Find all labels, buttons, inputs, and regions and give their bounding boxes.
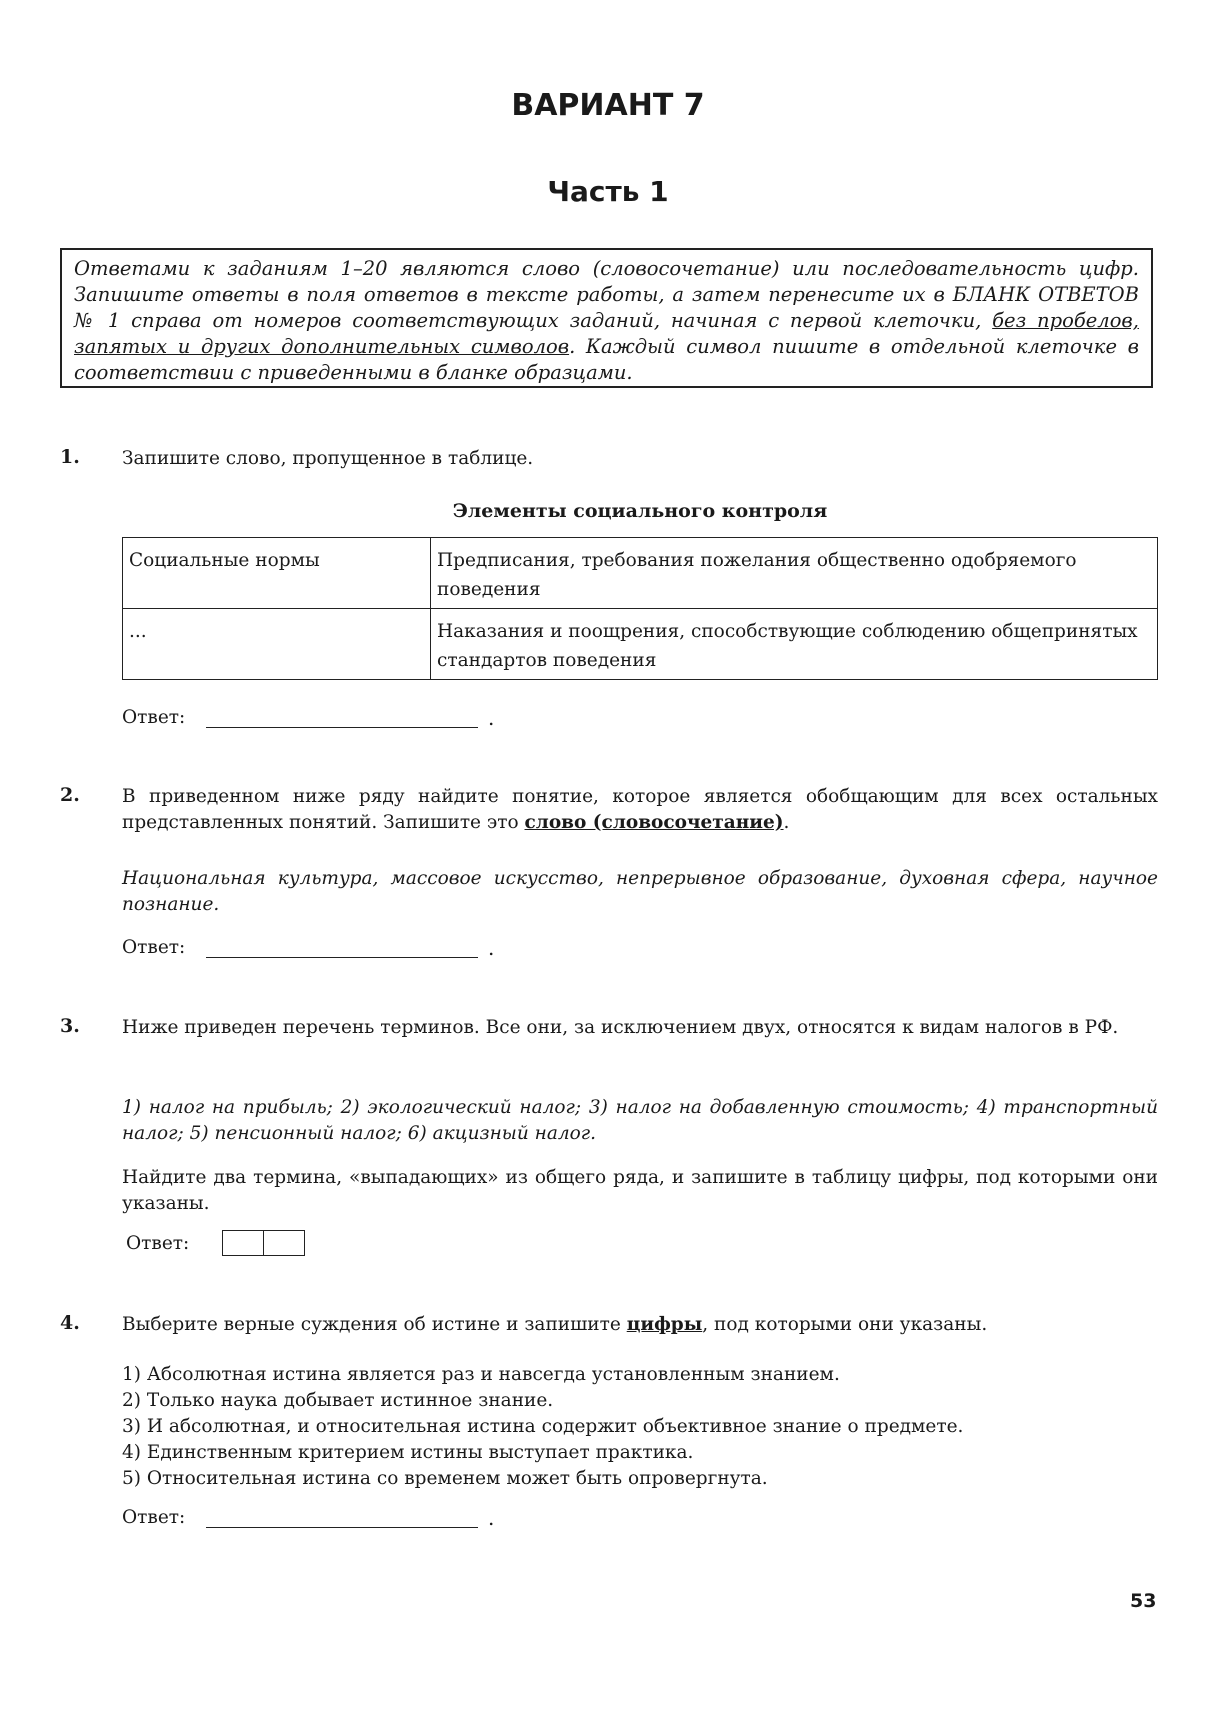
- page-number: 53: [1130, 1590, 1157, 1612]
- list-item: 5) Относительная истина со временем может быть опровергнута.: [122, 1468, 768, 1489]
- table-cell: Наказания и поощрения, способствующие соблюдению общепринятых стандартов поведения: [431, 609, 1158, 680]
- instruction-text-after: . Каждый символ пишите в отдельной клеточке в соответствии с приведенными в бланке образцами.: [74, 335, 1139, 384]
- list-item: 2) Только наука добывает истинное знание.: [122, 1390, 554, 1411]
- q2-answer-label: Ответ:: [122, 937, 186, 958]
- table-cell: ...: [123, 609, 431, 680]
- q4-options: [122, 1362, 1158, 1492]
- table-cell: Предписания, требования пожелания общественно одобряемого поведения: [431, 538, 1158, 609]
- q4-answer-label: Ответ:: [122, 1507, 186, 1528]
- q4-answer-field[interactable]: [206, 1527, 478, 1528]
- q3-items: 1) налог на прибыль; 2) экологический налог; 3) налог на добавленную стоимость; 4) транспортный налог; 5) пенсионный налог; 6) акцизный налог.: [122, 1097, 1158, 1144]
- answer-cell-2[interactable]: [263, 1230, 305, 1256]
- table-row: [123, 538, 1158, 609]
- table-cell: Социальные нормы: [123, 538, 431, 609]
- q4-text: [122, 1312, 1158, 1338]
- variant-title: ВАРИАНТ 7: [511, 88, 705, 123]
- answer-cell-1[interactable]: [222, 1230, 264, 1256]
- q2-number: 2.: [60, 784, 80, 806]
- q2-text-before: В приведенном ниже ряду найдите понятие, которое является обобщающим для всех остальных представленных понятий. Запишите это: [122, 786, 1158, 833]
- instruction-underlined: без пробелов, запятых и других дополнительных символов: [74, 309, 1139, 358]
- q1-answer-dot: .: [488, 706, 495, 730]
- q4-answer-dot: .: [488, 1506, 495, 1530]
- q2-emphasis: слово (словосочетание): [524, 812, 784, 833]
- q3-task: Найдите два термина, «выпадающих» из общего ряда, и запишите в таблицу цифры, под которыми они указаны.: [122, 1167, 1158, 1214]
- part-title: Часть 1: [547, 175, 669, 208]
- list-item: 3) И абсолютная, и относительная истина содержит объективное знание о предмете.: [122, 1416, 964, 1437]
- q1-number: 1.: [60, 446, 80, 468]
- q1-answer-field[interactable]: [206, 727, 478, 728]
- table-row: [123, 609, 1158, 680]
- q3-text: Ниже приведен перечень терминов. Все они, за исключением двух, относятся к видам налогов в РФ.: [122, 1017, 1119, 1038]
- q1-table: [122, 537, 1158, 680]
- q4-text-after: , под которыми они указаны.: [702, 1314, 988, 1335]
- instruction-text-before: Ответами к заданиям 1–20 являются слово (словосочетание) или последовательность цифр. Запишите ответы в поля ответов в тексте работы, а затем перенесите их в БЛАНК ОТВЕТОВ № 1 справа от номеров соответствующих заданий, начиная с первой клеточки,: [74, 257, 1139, 332]
- q2-answer-field[interactable]: [206, 957, 478, 958]
- q4-number: 4.: [60, 1312, 80, 1334]
- q4-emphasis: цифры: [626, 1314, 703, 1335]
- q2-text: [122, 784, 1158, 836]
- list-item: 4) Единственным критерием истины выступает практика.: [122, 1442, 694, 1463]
- q1-table-caption: Элементы социального контроля: [452, 500, 828, 522]
- list-item: 1) Абсолютная истина является раз и навсегда установленным знанием.: [122, 1364, 840, 1385]
- q2-answer-dot: .: [488, 936, 495, 960]
- q1-answer-label: Ответ:: [122, 707, 186, 728]
- q3-answer-boxes: [222, 1230, 303, 1256]
- q1-text: Запишите слово, пропущенное в таблице.: [122, 448, 534, 469]
- q2-text-after: .: [783, 812, 790, 833]
- q4-text-before: Выберите верные суждения об истине и запишите: [122, 1314, 627, 1335]
- q3-number: 3.: [60, 1015, 80, 1037]
- q2-items: Национальная культура, массовое искусство, непрерывное образование, духовная сфера, научное познание.: [122, 868, 1158, 915]
- q3-answer-label: Ответ:: [126, 1233, 190, 1254]
- instruction-box: [60, 248, 1153, 388]
